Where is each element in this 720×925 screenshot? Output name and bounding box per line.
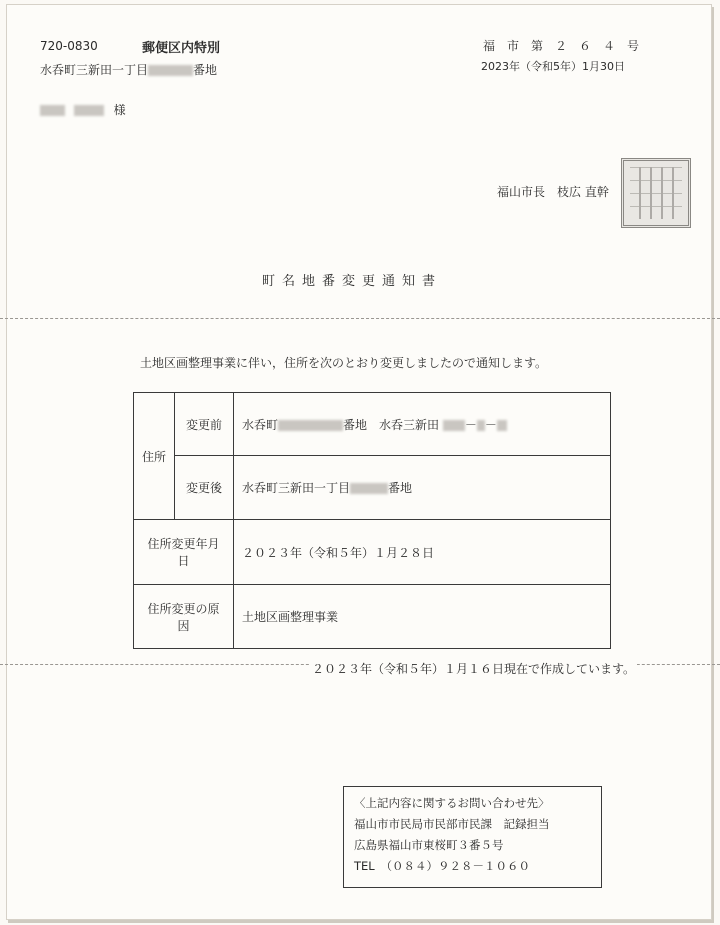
postal-type: 郵便区内特別 xyxy=(142,41,221,56)
addressee-name xyxy=(40,101,126,118)
contact-tel: TEL （０８４）９２８－１０６０ xyxy=(354,859,530,873)
official-seal-icon xyxy=(621,158,691,228)
issue-date: 2023年（令和5年）1月30日 xyxy=(481,60,625,73)
after-value-suffix: 番地 xyxy=(388,481,413,495)
redacted-block xyxy=(350,483,388,494)
addressee-address-prefix: 水呑町三新田一丁目 xyxy=(40,63,149,77)
reason-label: 住所変更の原因 xyxy=(134,585,234,649)
date-value: ２０２３年（令和５年）１月２８日 xyxy=(234,520,611,585)
table-row xyxy=(134,520,611,585)
before-label: 変更前 xyxy=(175,393,234,456)
reason-value: 土地区画整理事業 xyxy=(234,585,611,649)
before-value-part2: 番地 水呑三新田 xyxy=(343,417,440,432)
date-label: 住所変更年月日 xyxy=(134,520,234,585)
document-title: 町名地番変更通知書 xyxy=(262,274,443,289)
redacted-block xyxy=(40,105,65,116)
after-value-prefix: 水呑町三新田一丁目 xyxy=(242,481,351,495)
after-value xyxy=(234,456,611,520)
redacted-block xyxy=(74,105,104,116)
after-label: 変更後 xyxy=(175,456,234,520)
contact-heading: 〈上記内容に関するお問い合わせ先〉 xyxy=(354,796,550,810)
table-row xyxy=(134,585,611,649)
honorific: 様 xyxy=(113,103,126,117)
document-number: 福 市 第 ２ ６ ４ 号 xyxy=(483,39,640,53)
issuer: 福山市長 枝広 直幹 xyxy=(497,185,609,199)
redacted-block xyxy=(278,420,343,431)
table-row xyxy=(134,456,611,520)
before-value-part1: 水呑町 xyxy=(242,417,279,432)
contact-address: 広島県福山市東桜町３番５号 xyxy=(354,838,504,852)
footer-note: ２０２３年（令和５年）１月１６日現在で作成しています。 xyxy=(312,662,636,676)
addressee-address xyxy=(40,61,217,78)
fold-line xyxy=(0,318,720,319)
redacted-block xyxy=(477,420,485,431)
addressee-address-suffix: 番地 xyxy=(193,63,218,77)
intro-text: 土地区画整理事業に伴い，住所を次のとおり変更しましたので通知します。 xyxy=(140,356,548,370)
contact-department: 福山市市民局市民部市民課 記録担当 xyxy=(354,817,550,831)
address-change-table xyxy=(133,392,611,649)
redacted-block xyxy=(497,420,507,431)
redacted-block xyxy=(148,65,193,76)
before-value xyxy=(234,393,611,456)
redacted-block xyxy=(443,420,465,431)
dash: － xyxy=(484,417,497,432)
address-label: 住所 xyxy=(134,393,175,520)
postal-code: 720-0830 xyxy=(40,39,98,53)
table-row xyxy=(134,393,611,456)
dash: － xyxy=(464,417,477,432)
contact-box xyxy=(343,786,602,888)
